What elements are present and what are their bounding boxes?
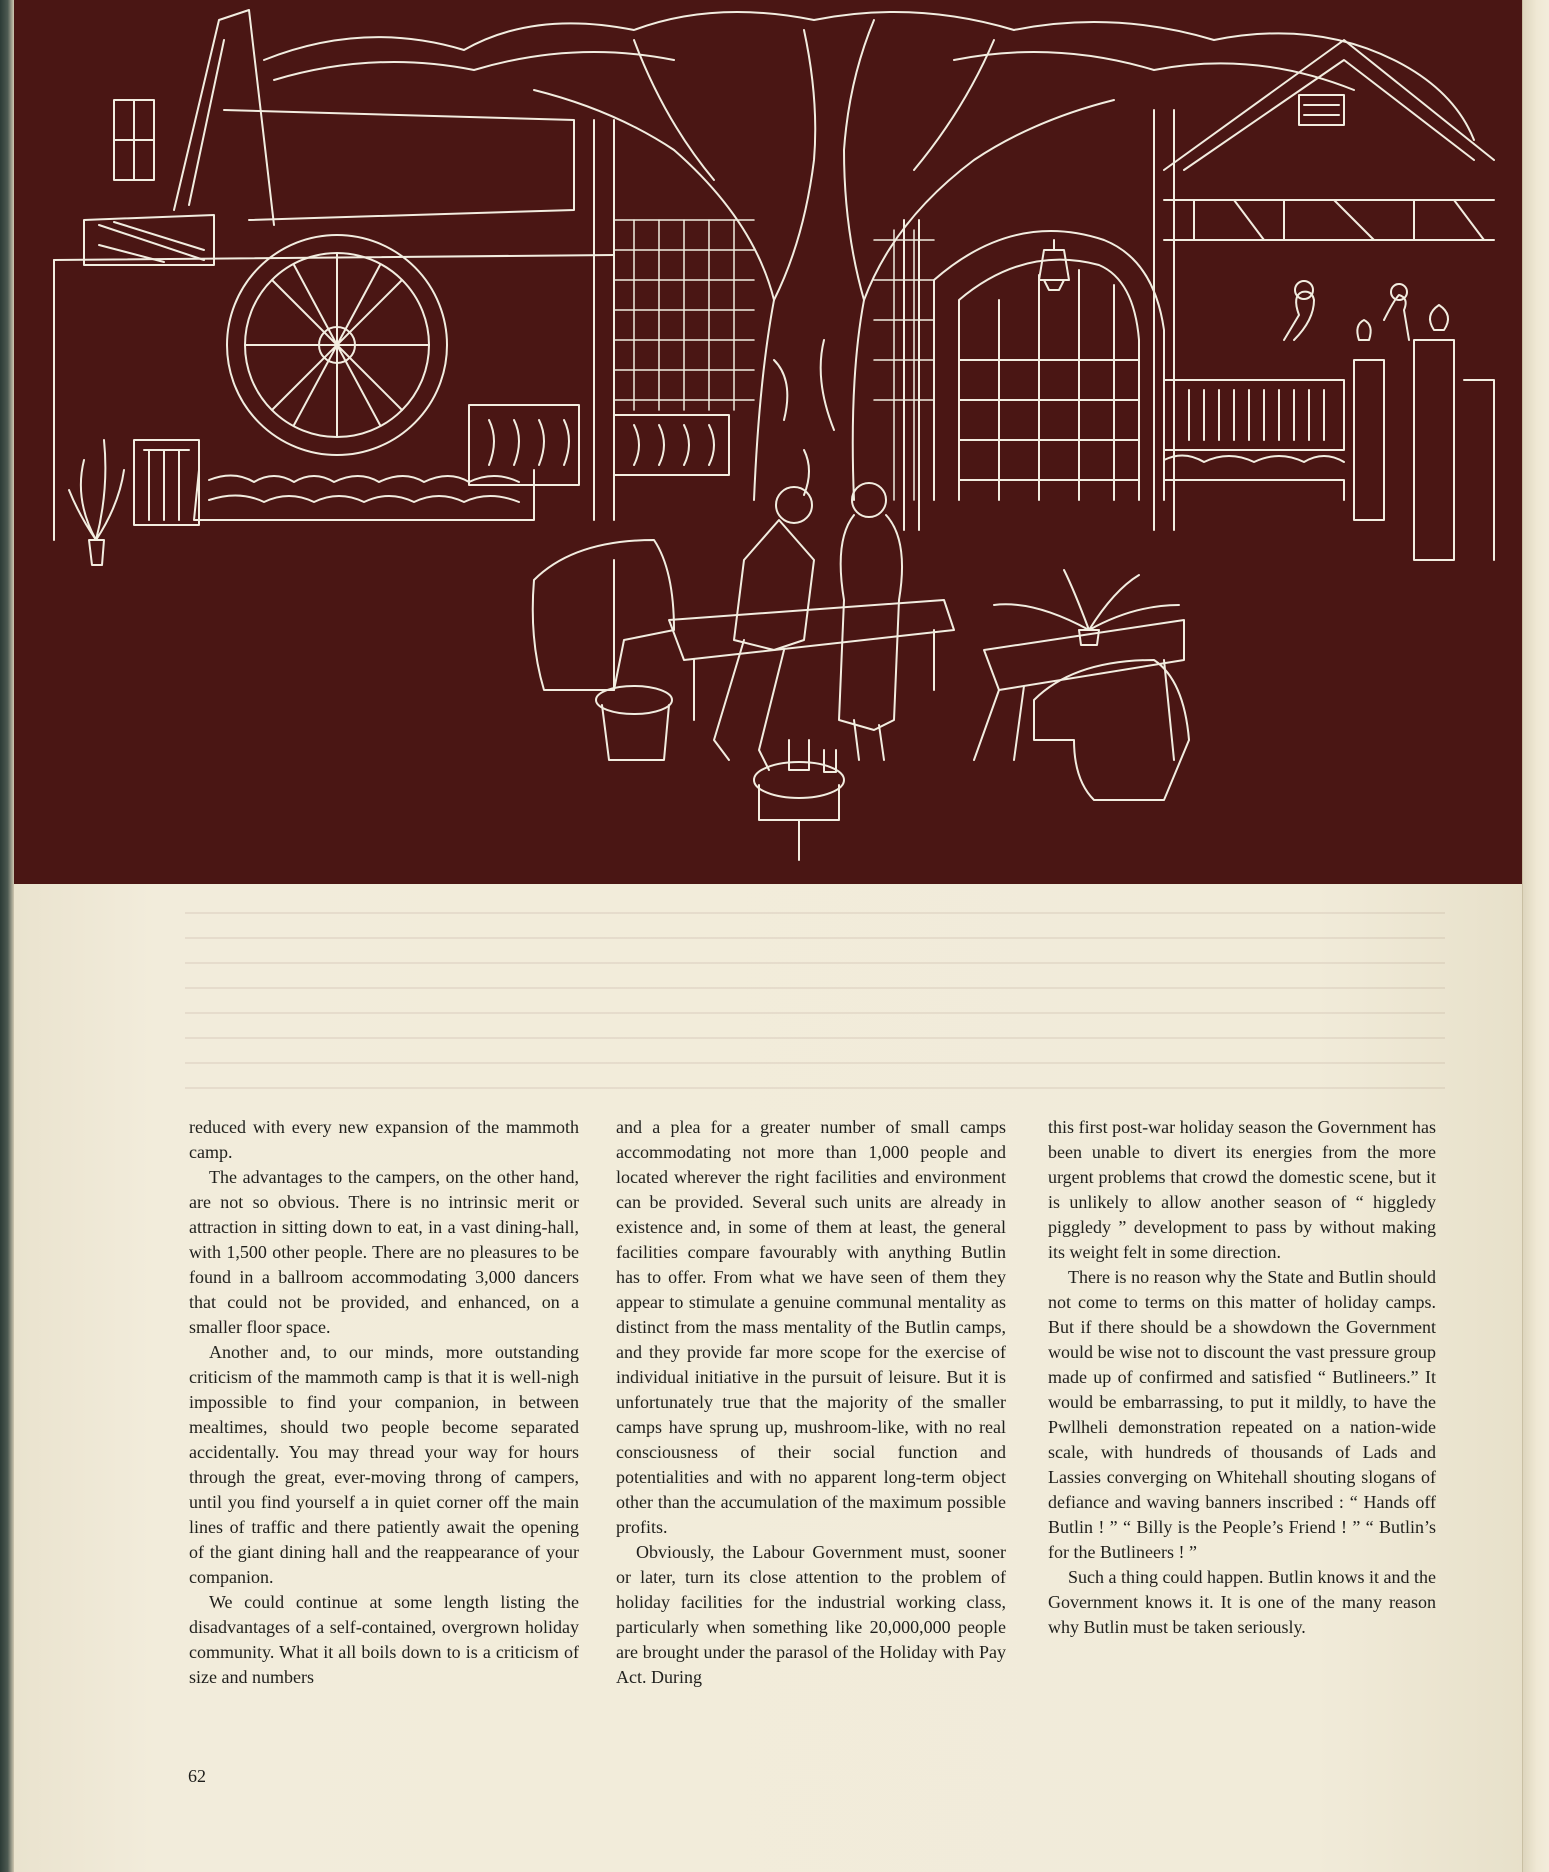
text-column-1 xyxy=(189,1115,579,1690)
paragraph: The advantages to the campers, on the other hand, are not so obvious. There is no intrinsic merit or attraction in sitting down to eat, in a vast dining-hall, with 1,500 other people. There are no pleasures to be found in a ballroom accommodating 3,000 dancers that could not be provided, and enhanced, on a smaller floor space. xyxy=(189,1167,579,1337)
show-through-text xyxy=(185,912,1445,1092)
page-gutter-left xyxy=(0,0,14,1872)
paragraph: this first post-war holiday season the Government has been unable to divert its energies from the more urgent problems that crowd the domestic scene, but it is unlikely to allow another season of “ higgledy piggledy ” development to pass by without making its weight felt in some direction. xyxy=(1048,1117,1436,1262)
courtyard-illustration-drawing xyxy=(14,0,1522,884)
paragraph: and a plea for a greater number of small camps accommodating not more than 1,000 people and located wherever the right facilities and environment can be provided. Several such units are already in existence and, in some of them at least, the general facilities compare favourably with anything Butlin has to offer. From what we have seen of them they appear to stimulate a genuine communal mentality as distinct from the mass mentality of the Butlin camps, and they provide far more scope for the exercise of individual initiative in the pursuit of leisure. But it is unfortunately true that the majority of the smaller camps have sprung up, mushroom-like, with no real consciousness of their social function and potentialities and with no apparent long-term object other than the accumulation of the maximum possible profits. xyxy=(616,1117,1006,1537)
waterwheel xyxy=(227,235,447,455)
page-edge-right xyxy=(1522,0,1549,1872)
paragraph: We could continue at some length listing the disadvantages of a self-contained, overgrown holiday community. What it all boils down to is a criticism of size and numbers xyxy=(189,1592,579,1687)
paragraph: Such a thing could happen. Butlin knows it and the Government knows it. It is one of the many reason why Butlin must be taken seriously. xyxy=(1048,1567,1436,1637)
text-column-2 xyxy=(616,1115,1006,1690)
right-timbered-building xyxy=(1164,40,1494,560)
paragraph: Obviously, the Labour Government must, sooner or later, turn its close attention to the problem of holiday facilities for the industrial working class, particularly when something like 20,000,000 people are brought under the parasol of the Holiday with Pay Act. During xyxy=(616,1542,1006,1687)
text-column-3 xyxy=(1048,1115,1436,1640)
stone-wall xyxy=(134,405,729,525)
potted-plant-left xyxy=(69,440,124,565)
paragraph: There is no reason why the State and Butlin should not come to terms on this matter of holiday camps. But if there should be a showdown the Government would be wise not to discount the vast pressure group made up of confirmed and satisfied “ Butlineers.” It would be embarrassing, to put it mildly, to have the Pwllheli demonstration repeated on a nation-wide scale, with hundreds of thousands of Lads and Lassies converging on Whitehall shouting slogans of defiance and waving banners inscribed : “ Hands off Butlin ! ” “ Billy is the People’s Friend ! ” “ Butlin’s for the Butlineers ! ” xyxy=(1048,1267,1436,1562)
paragraph: Another and, to our minds, more outstanding criticism of the mammoth camp is that it is well-nigh impossible to find your companion, in between mealtimes, should two people become separated accidentally. You may thread your way for hours through the great, ever-moving throng of campers, until you find yourself a in quiet corner off the main lines of traffic and there patiently await the opening of the giant dining hall and the reappearance of your companion. xyxy=(189,1342,579,1587)
header-illustration xyxy=(14,0,1522,884)
paragraph: reduced with every new expansion of the mammoth camp. xyxy=(189,1117,579,1162)
page-number: 62 xyxy=(188,1766,206,1786)
garden-furniture xyxy=(533,540,1189,860)
seated-couple xyxy=(714,483,902,770)
archway xyxy=(934,231,1164,500)
left-cottage xyxy=(54,10,614,540)
